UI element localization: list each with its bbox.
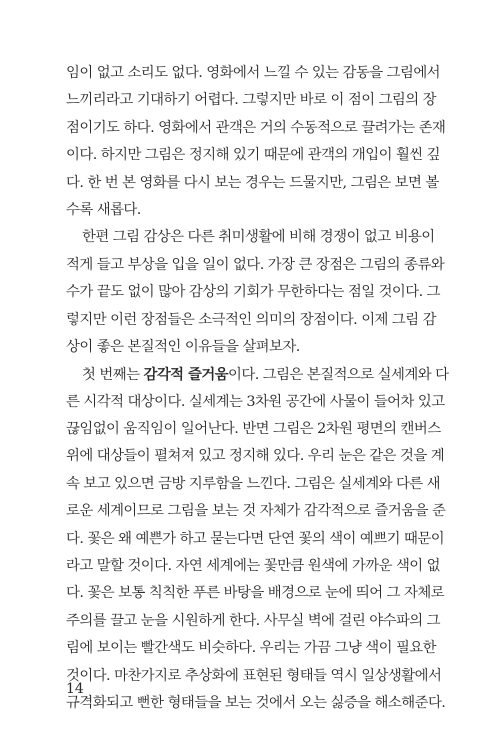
text-line: 것이다. 마찬가지로 추상화에 표현된 형태들 역시 일상생활에서 [66,667,442,684]
text-line: 수록 새롭다. [66,201,141,218]
text-line: 점이기도 하다. 영화에서 관객은 거의 수동적으로 끌려가는 존재 [66,119,446,136]
text-line-with-emphasis [66,361,449,388]
text-line: 다. 꽃은 왜 예쁜가 하고 묻는다면 단연 꽃의 색이 예쁘기 때문이 [66,530,445,547]
text-line: 다. 한 번 본 영화를 다시 보는 경우는 드물지만, 그림은 보면 볼 [66,174,439,191]
text-line: 끊임없이 움직임이 일어난다. 반면 그림은 2차원 평면의 캔버스 [66,421,441,438]
paragraph-2 [66,224,445,361]
text-line: 적게 들고 부상을 입을 일이 없다. 가장 큰 장점은 그림의 종류와 [66,256,445,273]
text-line: 른 시각적 대상이다. 실세계는 3차원 공간에 사물이 들어차 있고 [66,393,445,410]
text-line: 위에 대상들이 펼쳐져 있고 정지해 있다. 우리 눈은 같은 것을 계 [66,448,445,465]
page-number: 14 [66,681,84,697]
emphasized-term: 감각적 즐거움 [143,366,229,384]
text-run: 이다. 그림은 본질적으로 실세계와 다 [228,367,449,384]
text-line: 속 보고 있으면 금방 지루함을 느낀다. 그림은 실세계와 다른 새 [66,475,441,492]
text-line: 규격화되고 뻔한 형태들을 보는 것에서 오는 싫증을 해소해준다. [66,694,446,711]
text-run: 첫 번째는 [82,367,144,384]
text-line: 라고 말할 것이다. 자연 세계에는 꽃만큼 원색에 가까운 색이 없 [66,558,441,575]
paragraph-3 [66,361,449,717]
paragraph-1 [66,60,446,224]
text-line: 로운 세계이므로 그림을 보는 것 자체가 감각적으로 즐거움을 준 [66,503,446,520]
text-line: 주의를 끌고 눈을 시원하게 한다. 사무실 벽에 걸린 야수파의 그 [66,612,441,629]
text-line: 이다. 하지만 그림은 정지해 있기 때문에 관객의 개입이 훨씬 깊 [66,147,441,164]
text-line: 림에 보이는 빨간색도 비슷하다. 우리는 가끔 그냥 색이 필요한 [66,640,437,657]
text-line: 렇지만 이런 장점들은 소극적인 의미의 장점이다. 이제 그림 감 [66,311,437,328]
text-line: 수가 끝도 없이 많아 감상의 기회가 무한하다는 점일 것이다. 그 [66,284,441,301]
body-text [66,60,449,717]
text-line: 한편 그림 감상은 다른 취미생활에 비해 경쟁이 없고 비용이 [82,229,435,246]
text-line: 임이 없고 소리도 없다. 영화에서 느낄 수 있는 감동을 그림에서 [66,65,441,81]
text-line: 상이 좋은 본질적인 이유들을 살펴보자. [66,338,300,355]
text-line: 느끼리라고 기대하기 어렵다. 그렇지만 바로 이 점이 그림의 장 [66,92,437,109]
text-line: 다. 꽃은 보통 칙칙한 푸른 바탕을 배경으로 눈에 띄어 그 자체로 [66,585,445,602]
